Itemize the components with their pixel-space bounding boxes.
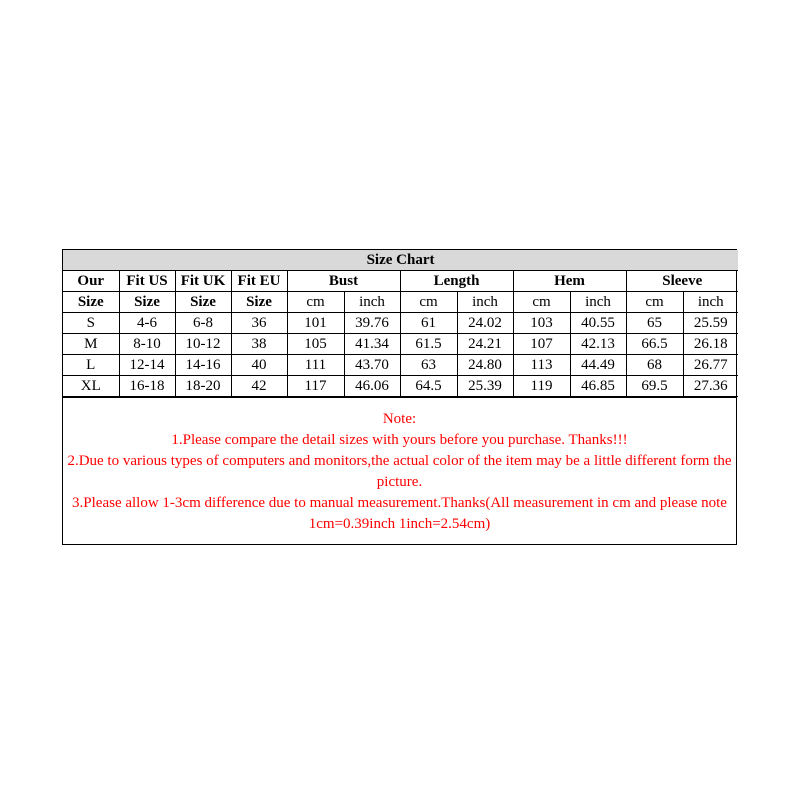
table-cell: 113: [513, 355, 570, 376]
table-cell: 36: [231, 313, 287, 334]
title-row: [63, 250, 738, 271]
table-cell: 111: [287, 355, 344, 376]
table-cell: 61: [400, 313, 457, 334]
header-length: Length: [400, 271, 513, 292]
header-fit-uk-2: Size: [175, 292, 231, 313]
header-fit-us-1: Fit US: [119, 271, 175, 292]
size-chart: [62, 249, 737, 545]
note-line-3: 3.Please allow 1-3cm difference due to manual measurement.Thanks(All measurement in cm and please note 1cm=0.39inch 1inch=2.54cm): [72, 495, 727, 532]
table-cell: 63: [400, 355, 457, 376]
table-cell: L: [63, 355, 119, 376]
table-cell: 10-12: [175, 334, 231, 355]
table-cell: 119: [513, 376, 570, 397]
table-cell: 44.49: [570, 355, 626, 376]
header-our-size-1: Our: [63, 271, 119, 292]
table-cell: 8-10: [119, 334, 175, 355]
table-cell: 16-18: [119, 376, 175, 397]
header-fit-eu-2: Size: [231, 292, 287, 313]
table-cell: 26.77: [683, 355, 738, 376]
table-cell: 25.59: [683, 313, 738, 334]
size-chart-title: Size Chart: [63, 250, 738, 271]
unit-inch: inch: [344, 292, 400, 313]
header-bust: Bust: [287, 271, 400, 292]
table-cell: S: [63, 313, 119, 334]
table-cell: 46.85: [570, 376, 626, 397]
header-hem: Hem: [513, 271, 626, 292]
header-fit-uk-1: Fit UK: [175, 271, 231, 292]
header-row-1: [63, 271, 738, 292]
table-row: [63, 334, 738, 355]
table-cell: 38: [231, 334, 287, 355]
table-cell: 42.13: [570, 334, 626, 355]
table-cell: 39.76: [344, 313, 400, 334]
note-line-2: 2.Due to various types of computers and monitors,the actual color of the item may be a little different form the picture.: [67, 453, 732, 490]
table-cell: 64.5: [400, 376, 457, 397]
table-cell: 26.18: [683, 334, 738, 355]
header-our-size-2: Size: [63, 292, 119, 313]
table-cell: 4-6: [119, 313, 175, 334]
table-cell: 103: [513, 313, 570, 334]
table-cell: 40.55: [570, 313, 626, 334]
table-cell: 27.36: [683, 376, 738, 397]
table-cell: M: [63, 334, 119, 355]
table-cell: 43.70: [344, 355, 400, 376]
header-fit-us-2: Size: [119, 292, 175, 313]
unit-cm: cm: [287, 292, 344, 313]
table-cell: 42: [231, 376, 287, 397]
header-fit-eu-1: Fit EU: [231, 271, 287, 292]
table-cell: 12-14: [119, 355, 175, 376]
note-section: [63, 397, 736, 544]
table-cell: 24.80: [457, 355, 513, 376]
table-cell: XL: [63, 376, 119, 397]
unit-cm: cm: [626, 292, 683, 313]
table-cell: 6-8: [175, 313, 231, 334]
size-table: [63, 250, 738, 397]
table-row: [63, 376, 738, 397]
table-cell: 66.5: [626, 334, 683, 355]
note-title: Note:: [382, 411, 417, 427]
unit-inch: inch: [683, 292, 738, 313]
table-cell: 61.5: [400, 334, 457, 355]
table-cell: 107: [513, 334, 570, 355]
table-cell: 105: [287, 334, 344, 355]
header-sleeve: Sleeve: [626, 271, 738, 292]
header-row-2: [63, 292, 738, 313]
table-cell: 25.39: [457, 376, 513, 397]
table-cell: 24.02: [457, 313, 513, 334]
table-row: [63, 313, 738, 334]
unit-inch: inch: [457, 292, 513, 313]
unit-cm: cm: [513, 292, 570, 313]
table-cell: 117: [287, 376, 344, 397]
table-cell: 14-16: [175, 355, 231, 376]
table-cell: 68: [626, 355, 683, 376]
table-cell: 46.06: [344, 376, 400, 397]
unit-inch: inch: [570, 292, 626, 313]
table-cell: 101: [287, 313, 344, 334]
note-line-1: 1.Please compare the detail sizes with yours before you purchase. Thanks!!!: [171, 432, 628, 448]
table-cell: 65: [626, 313, 683, 334]
table-cell: 18-20: [175, 376, 231, 397]
table-cell: 24.21: [457, 334, 513, 355]
table-row: [63, 355, 738, 376]
unit-cm: cm: [400, 292, 457, 313]
table-cell: 41.34: [344, 334, 400, 355]
table-cell: 69.5: [626, 376, 683, 397]
table-cell: 40: [231, 355, 287, 376]
